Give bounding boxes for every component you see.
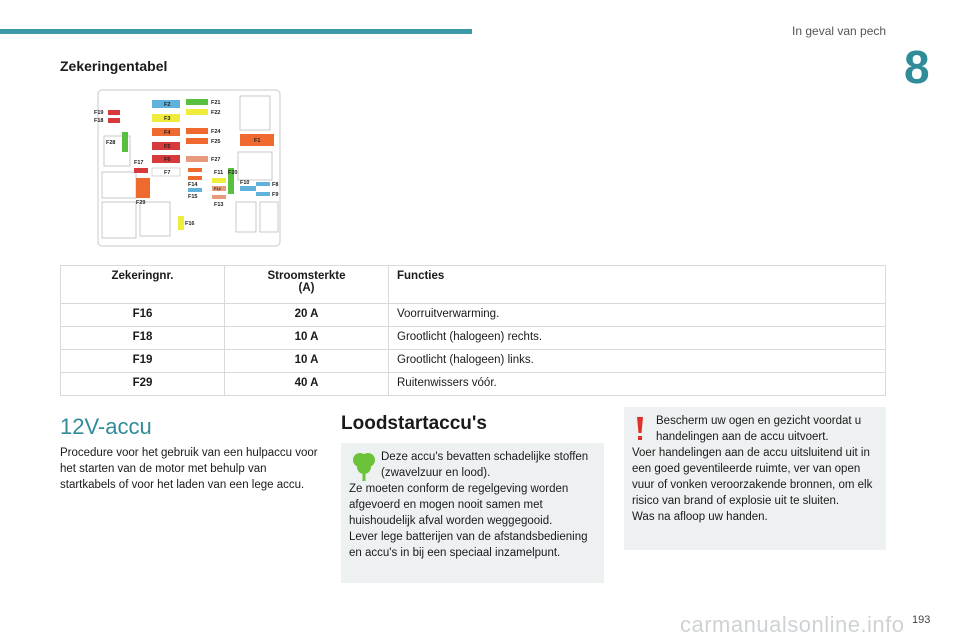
svg-text:F11: F11 [214,170,224,176]
fuse-nr-cell: F29 [61,373,225,396]
table-row [61,373,886,396]
svg-text:F29: F29 [136,200,146,206]
fuse-nr-cell: F16 [61,304,225,327]
table-row [61,327,886,350]
svg-text:F28: F28 [106,140,116,146]
table-header-row [61,266,886,304]
svg-text:F9: F9 [272,192,279,198]
fuse-box-diagram [88,82,288,252]
amperage-cell: 20 A [225,304,389,327]
svg-text:F17: F17 [134,160,144,166]
function-cell: Voorruitverwarming. [389,304,886,327]
page-number: 193 [912,614,931,626]
leaf-icon [351,451,377,483]
environment-note-text-3: Lever lege batterijen van de afstandsbediening en accu's in bij een speciaal inzamelpunt. [349,531,588,559]
warning-text-2: Voer handelingen aan de accu uitsluitend uit in een goed geventileerde ruimte, ver van open vuur of vonken veroorzakende bronnen, om elk risico van brand of explosie uit te sluiten. [632,447,873,507]
warning-text-1: Bescherm uw ogen en gezicht voordat u handelingen aan de accu uitvoert. [656,415,862,443]
svg-text:F16: F16 [185,221,195,227]
svg-text:F2: F2 [164,102,171,108]
fuse-table-heading: Zekeringentabel [60,58,168,74]
function-cell: Grootlicht (halogeen) rechts. [389,327,886,350]
svg-text:F10: F10 [240,180,250,186]
svg-text:F20: F20 [228,170,238,176]
function-cell: Ruitenwissers vóór. [389,373,886,396]
header-accent-bar [0,29,472,34]
watermark: carmanualsonline.info [680,612,905,637]
amperage-cell: 10 A [225,350,389,373]
svg-text:F21: F21 [211,100,221,106]
svg-text:F27: F27 [211,157,221,163]
environment-note-text-1: Deze accu's bevatten schadelijke stoffen (zwavelzuur en lood). [381,451,589,479]
svg-text:F14: F14 [188,182,198,188]
svg-text:F15: F15 [188,194,198,200]
warning-box [624,407,886,550]
column-header-fuse-nr: Zekeringnr. [61,266,225,304]
environment-note-text-2: Ze moeten conform de regelgeving worden afgevoerd en mogen nooit samen met huishoudelijk afval worden weggegooid. [349,483,569,527]
warning-text-3: Was na afloop uw handen. [632,511,768,523]
amperage-cell: 10 A [225,327,389,350]
function-cell: Grootlicht (halogeen) links. [389,350,886,373]
svg-text:F13: F13 [214,202,224,208]
environment-note-box [341,443,604,583]
chapter-number: 8 [904,41,930,93]
svg-text:F25: F25 [211,139,221,145]
table-row [61,304,886,327]
svg-text:F6: F6 [164,157,171,163]
column-header-functions: Functies [389,266,886,304]
svg-text:F7: F7 [164,170,171,176]
svg-text:F4: F4 [164,130,171,136]
svg-text:F12: F12 [214,186,221,191]
svg-text:F18: F18 [94,118,104,124]
fuse-nr-cell: F18 [61,327,225,350]
fuse-nr-cell: F19 [61,350,225,373]
chapter-title: In geval van pech [792,24,887,38]
table-row [61,350,886,373]
accu-heading: 12V-accu [60,414,152,439]
amperage-cell: 40 A [225,373,389,396]
column-header-amperage: Stroomsterkte (A) [225,266,389,304]
exclamation-icon [636,417,644,441]
loodstart-heading: Loodstartaccu's [341,413,487,434]
svg-text:F5: F5 [164,144,171,150]
svg-text:F24: F24 [211,129,221,135]
svg-text:F1: F1 [254,138,261,144]
svg-text:F22: F22 [211,110,221,116]
accu-paragraph: Procedure voor het gebruik van een hulpaccu voor het starten van de motor met behulp van startkabels of voor het laden van een lege accu. [60,447,318,491]
fuse-label: F19 [94,110,104,116]
svg-text:F8: F8 [272,182,279,188]
fuse-table [60,265,886,396]
svg-text:F3: F3 [164,116,171,122]
